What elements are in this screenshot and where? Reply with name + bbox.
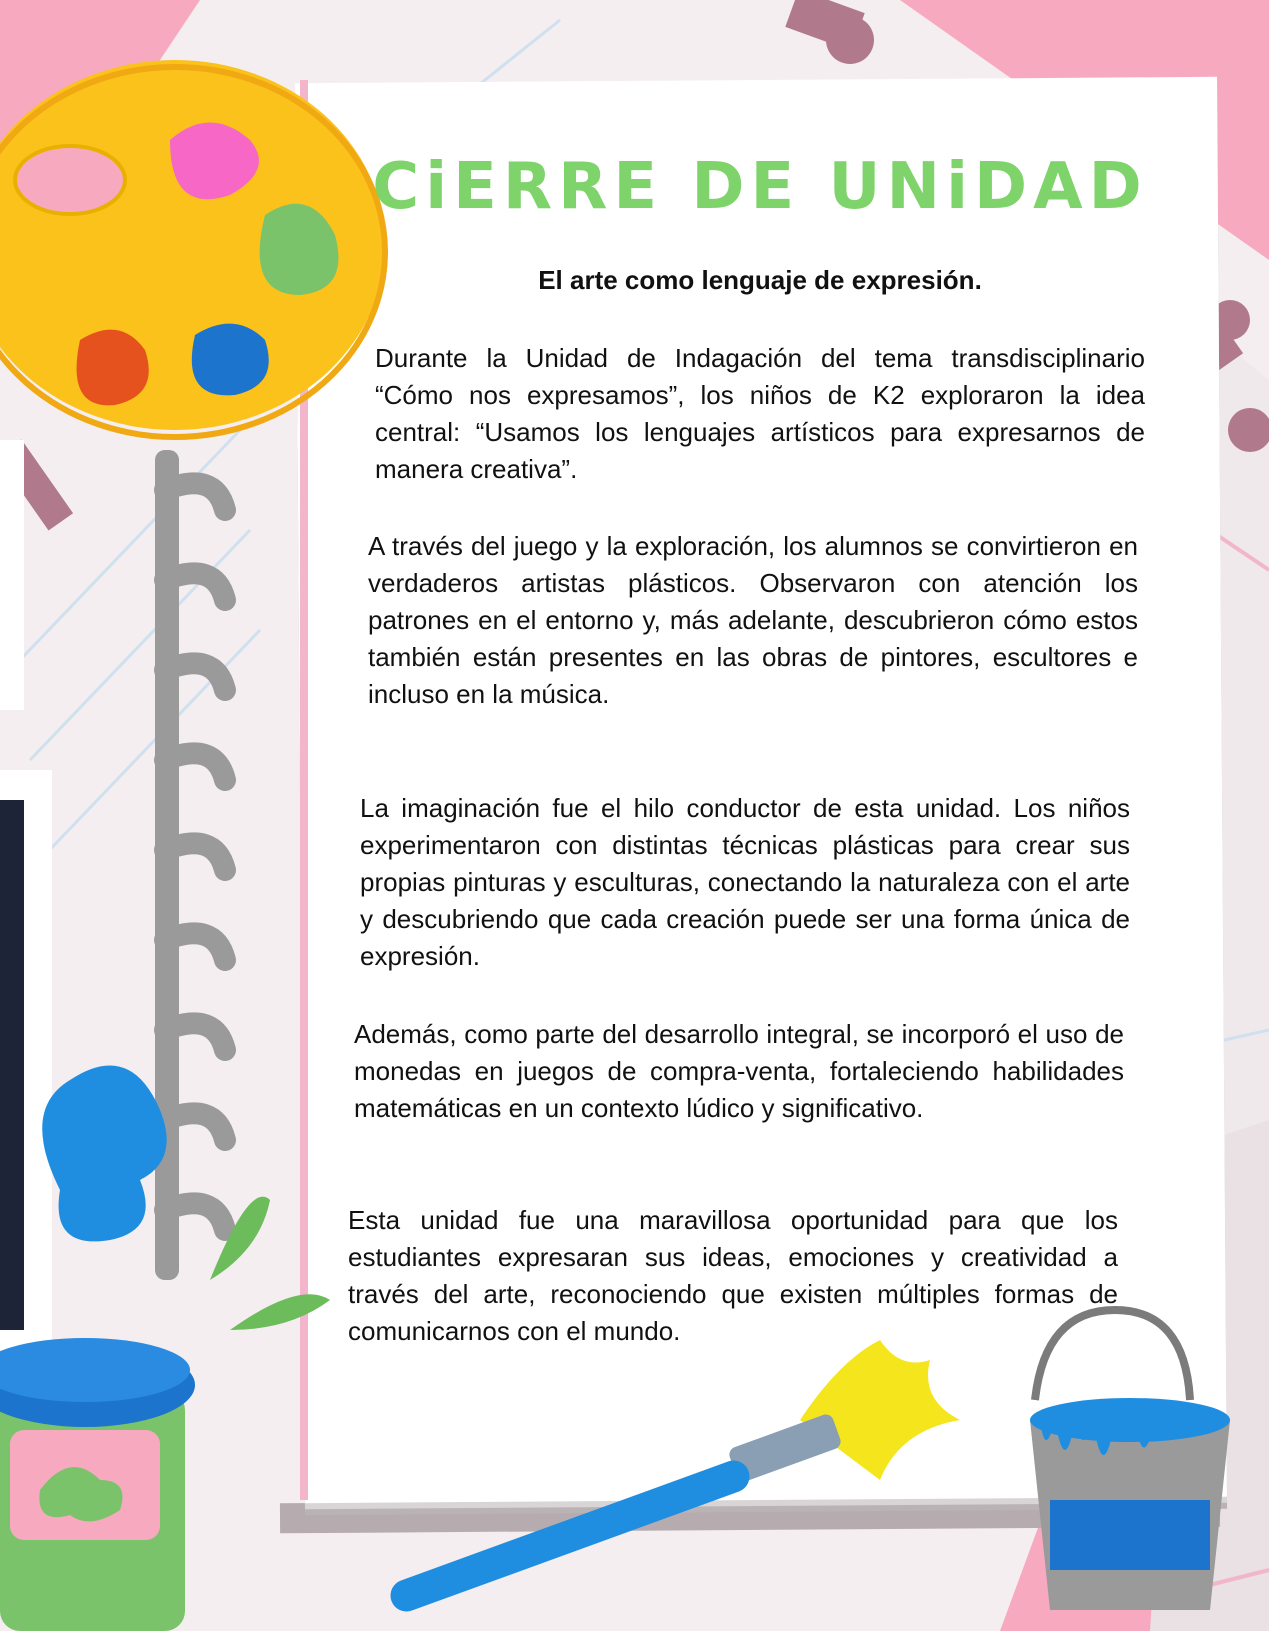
paragraph-5: Esta unidad fue una maravillosa oportunidad para que los estudiantes expresaran sus ideas, emociones y creatividad a través del arte, reconociendo que existen múltiples formas de comunicarnos con el mundo.: [348, 1205, 1118, 1346]
paragraph-1: Durante la Unidad de Indagación del tema transdisciplinario “Cómo nos expresamos”, los niños de K2 exploraron la idea central: “Usamos los lenguajes artísticos para expresarnos de manera creativa”.: [375, 343, 1145, 484]
page-subtitle: El arte como lenguaje de expresión.: [538, 265, 982, 295]
paragraph-3: La imaginación fue el hilo conductor de esta unidad. Los niños experimentaron con distintas técnicas plásticas para crear sus propias pinturas y esculturas, conectando la naturaleza con el arte y descubriendo que cada creación puede ser una forma única de expresión.: [360, 793, 1130, 971]
paragraph-4: Además, como parte del desarrollo integral, se incorporó el uso de monedas en juegos de compra-venta, fortaleciendo habilidades matemáticas en un contexto lúdico y significativo.: [354, 1019, 1124, 1123]
paragraph-2: A través del juego y la exploración, los alumnos se convirtieron en verdaderos artistas plásticos. Observaron con atención los patrones en el entorno y, más adelante, descubrieron cómo estos también están presentes en las obras de pintores, escultores e incluso en la música.: [368, 531, 1138, 709]
page-title: CiERRE DE UNiDAD: [372, 150, 1148, 224]
